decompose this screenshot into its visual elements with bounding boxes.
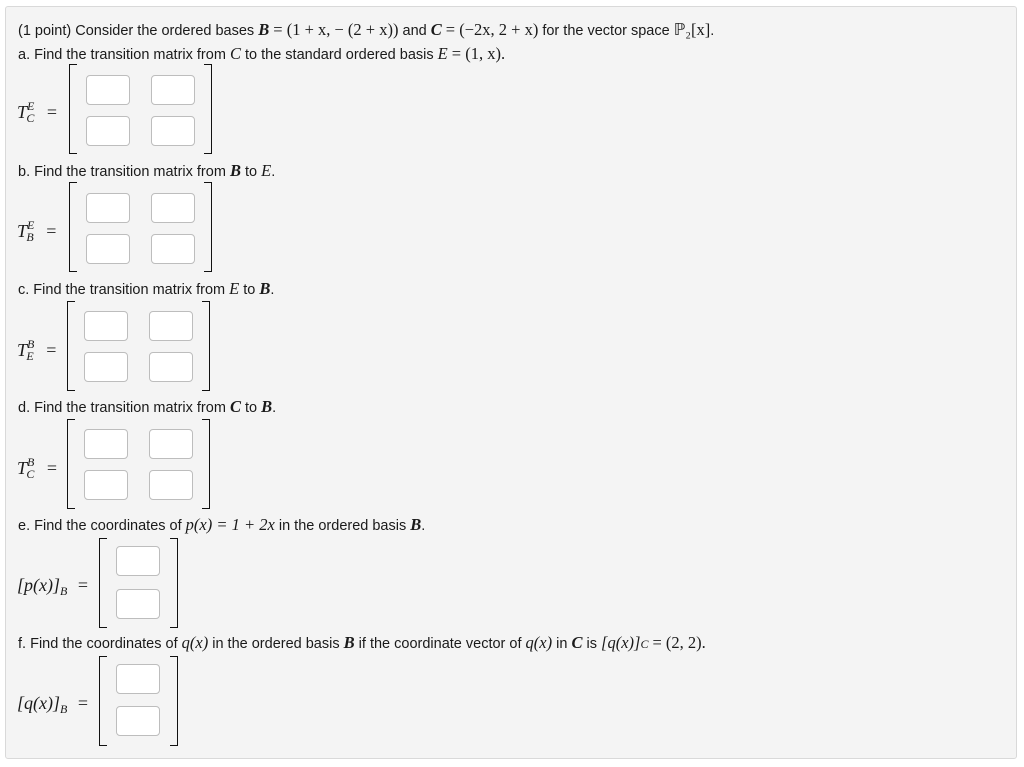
part-e-lhs: $[p(x)]_B$ = bbox=[17, 575, 88, 598]
part-a-right-bracket bbox=[204, 64, 212, 154]
problem-statement: (1 point) Consider the ordered bases B = (1 + x, − (2 + x)) and C = (−2x, 2 + x) for the vector space ℙ₂[x]. bbox=[18, 20, 715, 39]
part-a-cell-21[interactable] bbox=[86, 116, 130, 146]
part-d-cell-11[interactable] bbox=[84, 429, 128, 459]
part-e-right-bracket bbox=[170, 538, 178, 628]
problem-panel bbox=[5, 6, 1017, 759]
part-a-cell-12[interactable] bbox=[151, 75, 195, 105]
part-e-question: e. Find the coordinates of p(x) = 1 + 2x in the ordered basis B. bbox=[18, 515, 426, 534]
part-d-lhs: $T^B_C$ = bbox=[17, 455, 58, 481]
part-f-right-bracket bbox=[170, 656, 178, 746]
part-a-cell-11[interactable] bbox=[86, 75, 130, 105]
part-d-cell-12[interactable] bbox=[149, 429, 193, 459]
part-b-cell-22[interactable] bbox=[151, 234, 195, 264]
part-b-lhs: $T^E_B$ = bbox=[17, 218, 57, 244]
part-a-left-bracket bbox=[69, 64, 77, 154]
part-d-right-bracket bbox=[202, 419, 210, 509]
part-e-cell-2[interactable] bbox=[116, 589, 160, 619]
part-f-left-bracket bbox=[99, 656, 107, 746]
part-a-lhs: $T^E_C$ = bbox=[17, 99, 58, 125]
part-d-cell-21[interactable] bbox=[84, 470, 128, 500]
part-c-cell-11[interactable] bbox=[84, 311, 128, 341]
part-f-cell-2[interactable] bbox=[116, 706, 160, 736]
part-c-right-bracket bbox=[202, 301, 210, 391]
points-label: (1 point) bbox=[18, 23, 72, 39]
part-b-cell-12[interactable] bbox=[151, 193, 195, 223]
part-b-cell-21[interactable] bbox=[86, 234, 130, 264]
part-e-cell-1[interactable] bbox=[116, 546, 160, 576]
part-d-left-bracket bbox=[67, 419, 75, 509]
part-f-question: f. Find the coordinates of q(x) in the ordered basis B if the coordinate vector of q(x) in C is [q(x)]C = (2, 2). bbox=[18, 633, 706, 652]
part-d-cell-22[interactable] bbox=[149, 470, 193, 500]
part-c-cell-12[interactable] bbox=[149, 311, 193, 341]
part-c-cell-22[interactable] bbox=[149, 352, 193, 382]
part-b-question: b. Find the transition matrix from B to E. bbox=[18, 161, 276, 180]
part-b-cell-11[interactable] bbox=[86, 193, 130, 223]
part-f-cell-1[interactable] bbox=[116, 664, 160, 694]
part-a-question: a. Find the transition matrix from C to the standard ordered basis E = (1, x). bbox=[18, 44, 506, 63]
part-c-lhs: $T^B_E$ = bbox=[17, 337, 57, 363]
part-c-question: c. Find the transition matrix from E to B. bbox=[18, 279, 275, 298]
part-d-question: d. Find the transition matrix from C to B. bbox=[18, 397, 277, 416]
part-b-right-bracket bbox=[204, 182, 212, 272]
part-e-left-bracket bbox=[99, 538, 107, 628]
part-c-left-bracket bbox=[67, 301, 75, 391]
part-c-cell-21[interactable] bbox=[84, 352, 128, 382]
part-a-cell-22[interactable] bbox=[151, 116, 195, 146]
part-b-left-bracket bbox=[69, 182, 77, 272]
part-f-lhs: $[q(x)]_B$ = bbox=[17, 693, 88, 716]
